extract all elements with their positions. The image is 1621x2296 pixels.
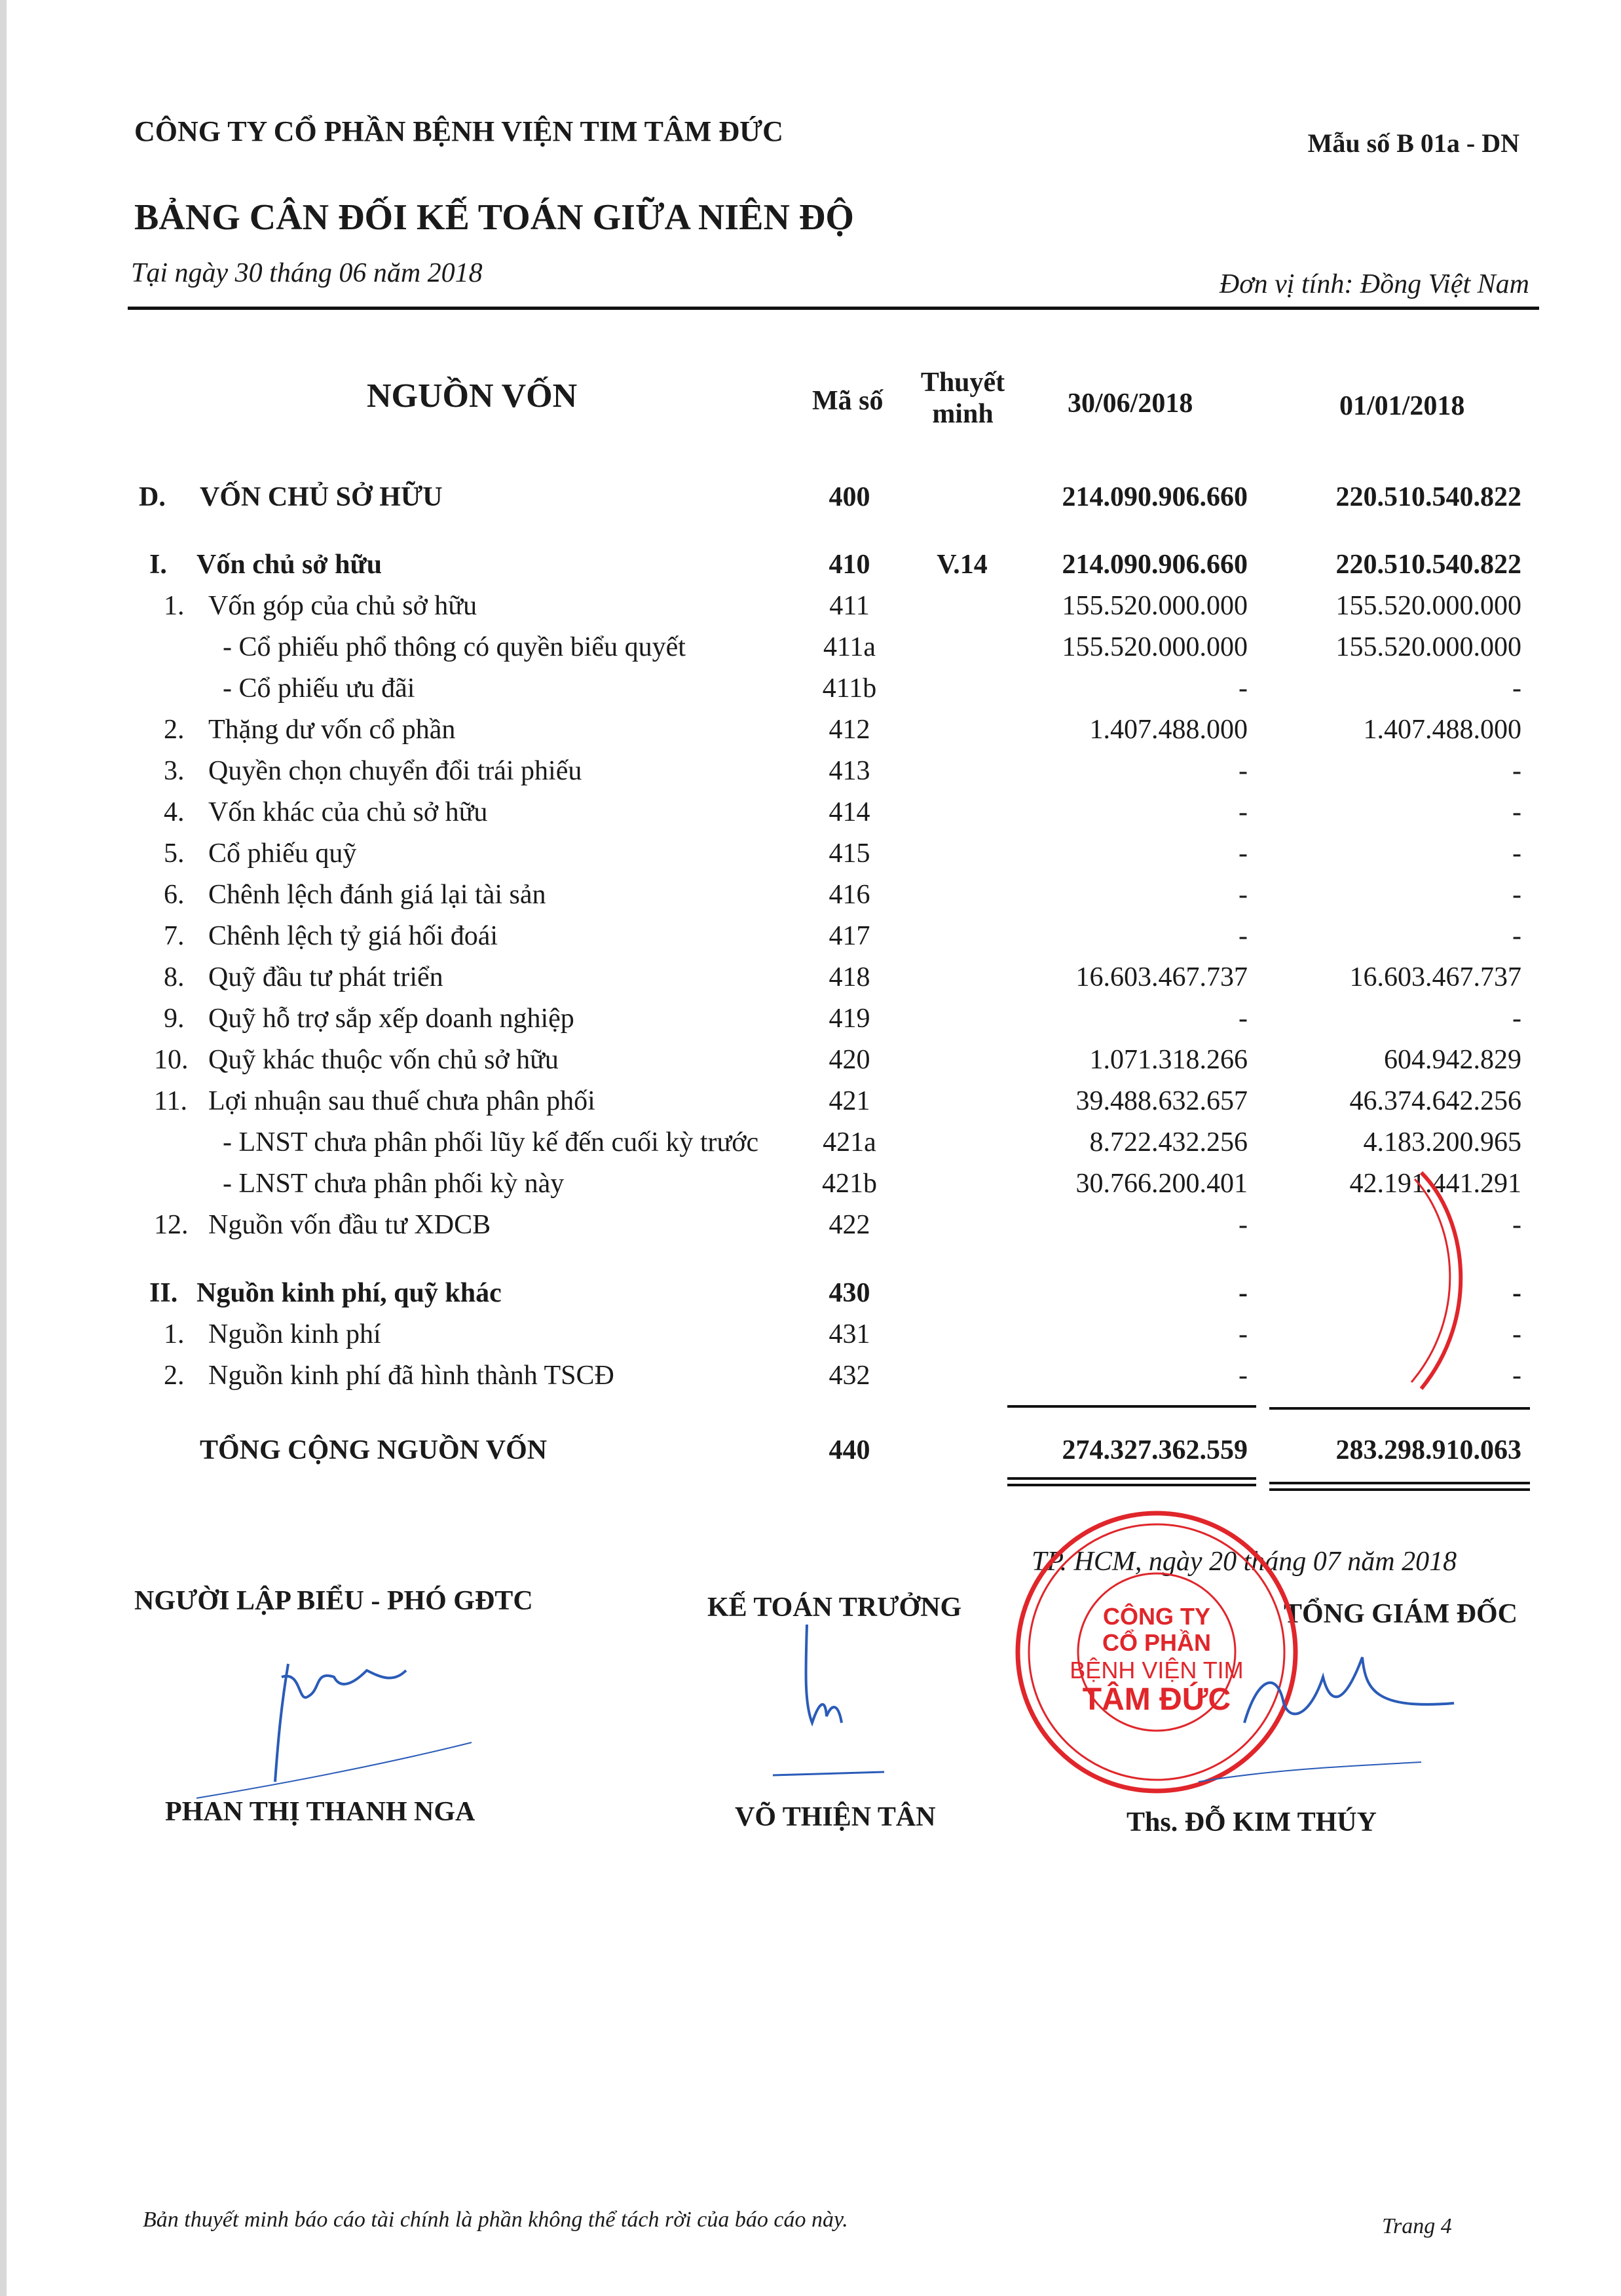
row-value-period-start: 46.374.642.256 [1349, 1086, 1521, 1116]
stamp-partial-icon [1408, 1166, 1487, 1395]
table-row [0, 631, 1621, 671]
row-code: 431 [829, 1319, 870, 1349]
accountant-name: VÕ THIỆN TÂN [735, 1802, 936, 1832]
row-code: 410 [829, 550, 870, 580]
row-value-period-end: 16.603.467.737 [1075, 962, 1248, 992]
column-header-item: NGUỒN VỐN [367, 377, 578, 415]
row-value-period-end: - [1239, 1361, 1248, 1391]
signatures-and-stamp [0, 1507, 1621, 1834]
row-number: I. [149, 550, 167, 580]
row-number: D. [139, 482, 166, 512]
table-row [0, 962, 1621, 1001]
row-number: 9. [164, 1004, 185, 1034]
row-code: 418 [829, 962, 870, 992]
row-label: TỔNG CỘNG NGUỒN VỐN [200, 1435, 548, 1465]
row-label: Vốn khác của chủ sở hữu [208, 797, 488, 827]
row-code: 421a [823, 1127, 876, 1157]
row-value-period-start: - [1512, 1361, 1521, 1391]
column-header-note-line2: minh [932, 399, 994, 429]
svg-text:BỆNH VIỆN TIM: BỆNH VIỆN TIM [1070, 1657, 1244, 1684]
column-header-code: Mã số [812, 386, 884, 416]
row-note: V.14 [937, 550, 988, 580]
currency-unit: Đơn vị tính: Đồng Việt Nam [1219, 269, 1529, 299]
row-value-period-end: 1.407.488.000 [1089, 715, 1248, 745]
row-label: Thặng dư vốn cổ phần [208, 715, 456, 745]
row-label: Quỹ đầu tư phát triển [208, 962, 443, 992]
row-number: 12. [154, 1210, 189, 1240]
row-code: 416 [829, 880, 870, 910]
table-row [0, 673, 1621, 712]
total-double-line-col1-a [1007, 1477, 1256, 1480]
table-row [0, 481, 1621, 521]
row-value-period-end: - [1239, 1278, 1248, 1308]
row-code: 411b [822, 673, 877, 704]
row-value-period-start: 604.942.829 [1384, 1045, 1521, 1075]
form-code: Mẫu số B 01a - DN [1307, 128, 1519, 158]
row-code: 411 [829, 591, 870, 621]
row-code: 412 [829, 715, 870, 745]
row-label: Quyền chọn chuyển đổi trái phiếu [208, 756, 582, 786]
table-row [0, 549, 1621, 588]
table-row [0, 1085, 1621, 1125]
accountant-signature [773, 1625, 884, 1775]
row-label: Chênh lệch tỷ giá hối đoái [208, 921, 498, 951]
table-row [0, 1044, 1621, 1083]
row-number: 1. [164, 591, 185, 621]
row-label: Lợi nhuận sau thuế chưa phân phối [208, 1086, 595, 1116]
svg-text:CỔ PHẦN: CỔ PHẦN [1102, 1629, 1212, 1656]
row-code: 420 [829, 1045, 870, 1075]
row-value-period-end: 39.488.632.657 [1075, 1086, 1248, 1116]
row-value-period-end: - [1239, 1319, 1248, 1349]
row-number: 4. [164, 797, 185, 827]
row-label: Nguồn vốn đầu tư XDCB [208, 1210, 491, 1240]
row-value-period-end: 155.520.000.000 [1062, 591, 1248, 621]
row-value-period-start: - [1512, 797, 1521, 827]
row-value-period-end: - [1239, 756, 1248, 786]
row-label: Nguồn kinh phí, quỹ khác [196, 1278, 502, 1308]
table-row [0, 1127, 1621, 1166]
row-value-period-end: - [1239, 1210, 1248, 1240]
row-value-period-end: - [1239, 1004, 1248, 1034]
row-label: Vốn góp của chủ sở hữu [208, 591, 477, 621]
row-value-period-start: - [1512, 1319, 1521, 1349]
row-label: - Cổ phiếu ưu đãi [223, 673, 415, 704]
row-number: 8. [164, 962, 185, 992]
row-value-period-end: 155.520.000.000 [1062, 632, 1248, 662]
table-row [0, 797, 1621, 836]
table-row [0, 879, 1621, 918]
svg-text:CÔNG TY: CÔNG TY [1102, 1603, 1211, 1630]
row-number: 3. [164, 756, 185, 786]
row-label: VỐN CHỦ SỞ HỮU [200, 482, 443, 512]
preparer-signature [196, 1664, 472, 1798]
row-number: 2. [164, 715, 185, 745]
row-value-period-start: - [1512, 1278, 1521, 1308]
total-double-line-col2-a [1269, 1482, 1530, 1484]
row-code: 411a [823, 632, 876, 662]
column-header-note [914, 367, 1012, 430]
row-label: Quỹ khác thuộc vốn chủ sở hữu [208, 1045, 559, 1075]
row-number: 5. [164, 838, 185, 869]
row-code: 414 [829, 797, 870, 827]
row-label: - LNST chưa phân phối kỳ này [223, 1169, 565, 1199]
row-value-period-start: 16.603.467.737 [1349, 962, 1521, 992]
document-title: BẢNG CÂN ĐỐI KẾ TOÁN GIỮA NIÊN ĐỘ [134, 197, 854, 238]
row-number: 1. [164, 1319, 185, 1349]
table-row [0, 1435, 1621, 1474]
row-number: 7. [164, 921, 185, 951]
director-name: Ths. ĐỖ KIM THÚY [1127, 1807, 1377, 1837]
report-date: Tại ngày 30 tháng 06 năm 2018 [131, 258, 483, 288]
row-value-period-start: - [1512, 921, 1521, 951]
row-value-period-start: 4.183.200.965 [1363, 1127, 1521, 1157]
row-label: - Cổ phiếu phổ thông có quyền biểu quyết [223, 632, 686, 662]
row-code: 419 [829, 1004, 870, 1034]
row-value-period-end: 30.766.200.401 [1075, 1169, 1248, 1199]
row-label: - LNST chưa phân phối lũy kế đến cuối kỳ trước [223, 1127, 759, 1157]
row-code: 415 [829, 838, 870, 869]
table-row [0, 1319, 1621, 1358]
row-label: Nguồn kinh phí đã hình thành TSCĐ [208, 1361, 614, 1391]
row-value-period-start: 1.407.488.000 [1363, 715, 1521, 745]
table-row [0, 755, 1621, 795]
preparer-name: PHAN THỊ THANH NGA [165, 1797, 475, 1827]
table-row [0, 1209, 1621, 1249]
row-value-period-end: 214.090.906.660 [1062, 550, 1248, 580]
row-value-period-start: 42.191.441.291 [1349, 1169, 1521, 1199]
row-label: Quỹ hỗ trợ sắp xếp doanh nghiệp [208, 1004, 574, 1034]
company-name: CÔNG TY CỔ PHẦN BỆNH VIỆN TIM TÂM ĐỨC [134, 115, 783, 147]
director-title: TỔNG GIÁM ĐỐC [1284, 1599, 1518, 1629]
table-row [0, 590, 1621, 630]
row-number: 2. [164, 1361, 185, 1391]
column-header-period-end: 30/06/2018 [1068, 388, 1193, 419]
table-row [0, 1003, 1621, 1042]
row-code: 421b [822, 1169, 877, 1199]
row-number: 11. [154, 1086, 187, 1116]
row-value-period-start: - [1512, 1004, 1521, 1034]
row-code: 417 [829, 921, 870, 951]
preparer-title: NGƯỜI LẬP BIỂU - PHÓ GĐTC [134, 1586, 533, 1616]
row-code: 422 [829, 1210, 870, 1240]
row-value-period-end: - [1239, 838, 1248, 869]
row-value-period-start: 220.510.540.822 [1335, 482, 1521, 512]
row-value-period-start: - [1512, 880, 1521, 910]
row-code: 421 [829, 1086, 870, 1116]
row-label: Cổ phiếu quỹ [208, 838, 357, 869]
column-header-period-start: 01/01/2018 [1339, 391, 1465, 421]
subtotal-line-col1 [1007, 1405, 1256, 1408]
row-value-period-start: - [1512, 756, 1521, 786]
total-double-line-col2-b [1269, 1488, 1530, 1491]
row-value-period-end: - [1239, 921, 1248, 951]
page-number: Trang 4 [1382, 2214, 1452, 2238]
accountant-title: KẾ TOÁN TRƯỞNG [707, 1592, 962, 1623]
row-code: 440 [829, 1435, 870, 1465]
row-value-period-end: 214.090.906.660 [1062, 482, 1248, 512]
table-row [0, 1277, 1621, 1317]
subtotal-line-col2 [1269, 1407, 1530, 1410]
row-value-period-end: 1.071.318.266 [1089, 1045, 1248, 1075]
row-value-period-start: - [1512, 1210, 1521, 1240]
row-value-period-end: - [1239, 673, 1248, 704]
footer-note: Bản thuyết minh báo cáo tài chính là phần không thể tách rời của báo cáo này. [143, 2208, 848, 2232]
row-number: 6. [164, 880, 185, 910]
row-value-period-end: - [1239, 797, 1248, 827]
row-number: 10. [154, 1045, 189, 1075]
row-value-period-end: 274.327.362.559 [1062, 1435, 1248, 1465]
row-number: II. [149, 1278, 178, 1308]
row-label: Nguồn kinh phí [208, 1319, 381, 1349]
row-value-period-start: 155.520.000.000 [1335, 632, 1521, 662]
row-value-period-end: - [1239, 880, 1248, 910]
row-label: Vốn chủ sở hữu [196, 550, 382, 580]
table-row [0, 714, 1621, 753]
table-row [0, 1168, 1621, 1207]
place-date: TP. HCM, ngày 20 tháng 07 năm 2018 [1032, 1547, 1457, 1577]
table-row [0, 920, 1621, 960]
row-value-period-start: - [1512, 673, 1521, 704]
row-value-period-start: - [1512, 838, 1521, 869]
row-label: Chênh lệch đánh giá lại tài sản [208, 880, 546, 910]
row-code: 432 [829, 1361, 870, 1391]
row-value-period-start: 155.520.000.000 [1335, 591, 1521, 621]
row-code: 413 [829, 756, 870, 786]
row-value-period-start: 220.510.540.822 [1335, 550, 1521, 580]
company-stamp-icon [1018, 1513, 1295, 1791]
total-double-line-col1-b [1007, 1484, 1256, 1486]
table-row [0, 1360, 1621, 1399]
svg-text:TÂM ĐỨC: TÂM ĐỨC [1082, 1682, 1231, 1717]
header-rule [128, 307, 1539, 310]
row-code: 430 [829, 1278, 870, 1308]
table-row [0, 838, 1621, 877]
row-code: 400 [829, 482, 870, 512]
row-value-period-end: 8.722.432.256 [1089, 1127, 1248, 1157]
row-value-period-start: 283.298.910.063 [1335, 1435, 1521, 1465]
column-header-note-line1: Thuyết [920, 367, 1005, 398]
